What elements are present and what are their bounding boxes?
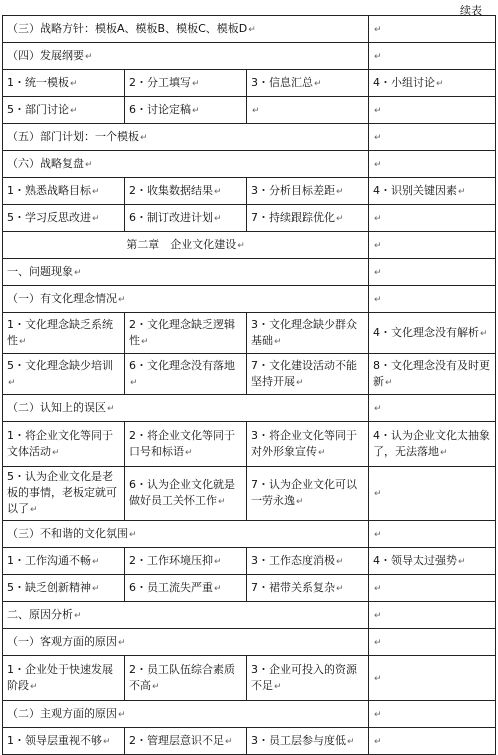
table-cell: 5・文化理念缺少培训 ↵	[3, 354, 125, 395]
section-heading: （三）战略方针：模板A、模板B、模板C、模板D ↵	[3, 16, 369, 43]
table-cell: 3・文化理念缺少群众基础 ↵	[247, 313, 369, 354]
chapter-title: 第二章 企业文化建设 ↵	[3, 232, 369, 259]
table-cell: 5・缺乏创新精神 ↵	[3, 575, 125, 602]
table-row	[3, 16, 496, 43]
empty-cell	[369, 575, 496, 602]
continued-label: 续表	[460, 4, 482, 17]
table-cell: 2・管理层意识不足 ↵	[125, 728, 247, 755]
empty-cell	[369, 286, 496, 313]
table-cell: 1・企业处于快速发展阶段 ↵	[3, 656, 125, 701]
table-row	[3, 602, 496, 629]
section-heading: （一）客观方面的原因 ↵	[3, 629, 369, 656]
empty-cell	[369, 124, 496, 151]
table-row	[3, 124, 496, 151]
table-cell: 4・小组讨论 ↵	[369, 70, 496, 97]
table-cell: 4・识别关键因素 ↵	[369, 178, 496, 205]
empty-cell	[369, 43, 496, 70]
table-cell: 2・将企业文化等同于口号和标语 ↵	[125, 422, 247, 467]
empty-cell	[369, 521, 496, 548]
table-row	[3, 728, 496, 755]
table-row	[3, 548, 496, 575]
table-row	[3, 395, 496, 422]
strategy-culture-table	[2, 15, 496, 755]
empty-cell	[369, 259, 496, 286]
empty-cell	[369, 16, 496, 43]
table-cell: 7・认为企业文化可以一劳永逸 ↵	[247, 467, 369, 521]
empty-cell	[369, 232, 496, 259]
table-row	[3, 354, 496, 395]
table-cell: 1・工作沟通不畅 ↵	[3, 548, 125, 575]
table-row	[3, 575, 496, 602]
table-cell: 6・制订改进计划 ↵	[125, 205, 247, 232]
table-row	[3, 521, 496, 548]
table-cell: 3・信息汇总 ↵	[247, 70, 369, 97]
table-body	[3, 16, 496, 755]
section-heading: （六）战略复盘 ↵	[3, 151, 369, 178]
section-heading: （四）发展纲要 ↵	[3, 43, 369, 70]
table-cell: 3・企业可投入的资源不足 ↵	[247, 656, 369, 701]
table-cell: 1・统一模板 ↵	[3, 70, 125, 97]
table-row	[3, 232, 496, 259]
table-cell: 4・领导太过强势 ↵	[369, 548, 496, 575]
empty-cell	[369, 701, 496, 728]
section-heading: 一、问题现象 ↵	[3, 259, 369, 286]
table-cell: 6・员工流失严重 ↵	[125, 575, 247, 602]
table-cell: 5・学习反思改进 ↵	[3, 205, 125, 232]
table-cell: 2・文化理念缺乏逻辑性 ↵	[125, 313, 247, 354]
empty-cell	[369, 728, 496, 755]
empty-cell	[247, 97, 369, 124]
empty-cell	[369, 602, 496, 629]
table-row	[3, 656, 496, 701]
section-heading: （五）部门计划：一个模板 ↵	[3, 124, 369, 151]
table-row	[3, 313, 496, 354]
section-heading: （二）主观方面的原因 ↵	[3, 701, 369, 728]
table-cell: 5・认为企业文化是老板的事情，老板定就可以了 ↵	[3, 467, 125, 521]
table-cell: 7・持续跟踪优化 ↵	[247, 205, 369, 232]
table-cell: 1・领导层重视不够 ↵	[3, 728, 125, 755]
section-heading: 二、原因分析 ↵	[3, 602, 369, 629]
table-cell: 6・讨论定稿 ↵	[125, 97, 247, 124]
table-cell: 5・部门讨论 ↵	[3, 97, 125, 124]
table-cell: 2・工作环境压抑 ↵	[125, 548, 247, 575]
table-cell: 7・文化建设活动不能坚持开展 ↵	[247, 354, 369, 395]
empty-cell	[369, 629, 496, 656]
table-cell: 1・熟悉战略目标 ↵	[3, 178, 125, 205]
table-row	[3, 70, 496, 97]
table-cell: 6・认为企业文化就是做好员工关怀工作 ↵	[125, 467, 247, 521]
section-heading: （三）不和谐的文化氛围 ↵	[3, 521, 369, 548]
table-row	[3, 97, 496, 124]
table-row	[3, 701, 496, 728]
empty-cell	[369, 97, 496, 124]
table-cell: 3・员工层参与度低 ↵	[247, 728, 369, 755]
section-heading: （二）认知上的误区 ↵	[3, 395, 369, 422]
table-row	[3, 629, 496, 656]
table-row	[3, 259, 496, 286]
empty-cell	[369, 151, 496, 178]
empty-cell	[369, 467, 496, 521]
table-row	[3, 178, 496, 205]
table-cell: 8・文化理念没有及时更新 ↵	[369, 354, 496, 395]
table-row	[3, 205, 496, 232]
table-row	[3, 43, 496, 70]
table-row	[3, 286, 496, 313]
table-row	[3, 422, 496, 467]
table-cell: 3・工作态度消极 ↵	[247, 548, 369, 575]
table-cell: 2・员工队伍综合素质不高 ↵	[125, 656, 247, 701]
empty-cell	[369, 395, 496, 422]
table-cell: 2・收集数据结果 ↵	[125, 178, 247, 205]
table-cell: 2・分工填写 ↵	[125, 70, 247, 97]
section-heading: （一）有文化理念情况 ↵	[3, 286, 369, 313]
table-row	[3, 467, 496, 521]
table-cell: 6・文化理念没有落地 ↵	[125, 354, 247, 395]
empty-cell	[369, 205, 496, 232]
empty-cell	[369, 656, 496, 701]
table-cell: 3・将企业文化等同于对外形象宣传 ↵	[247, 422, 369, 467]
table-cell: 7・裙带关系复杂 ↵	[247, 575, 369, 602]
table-cell: 4・文化理念没有解析 ↵	[369, 313, 496, 354]
table-cell: 4・认为企业文化太抽象了，无法落地 ↵	[369, 422, 496, 467]
table-cell: 1・文化理念缺乏系统性 ↵	[3, 313, 125, 354]
table-cell: 1・将企业文化等同于文体活动 ↵	[3, 422, 125, 467]
table-cell: 3・分析目标差距 ↵	[247, 178, 369, 205]
table-row	[3, 151, 496, 178]
